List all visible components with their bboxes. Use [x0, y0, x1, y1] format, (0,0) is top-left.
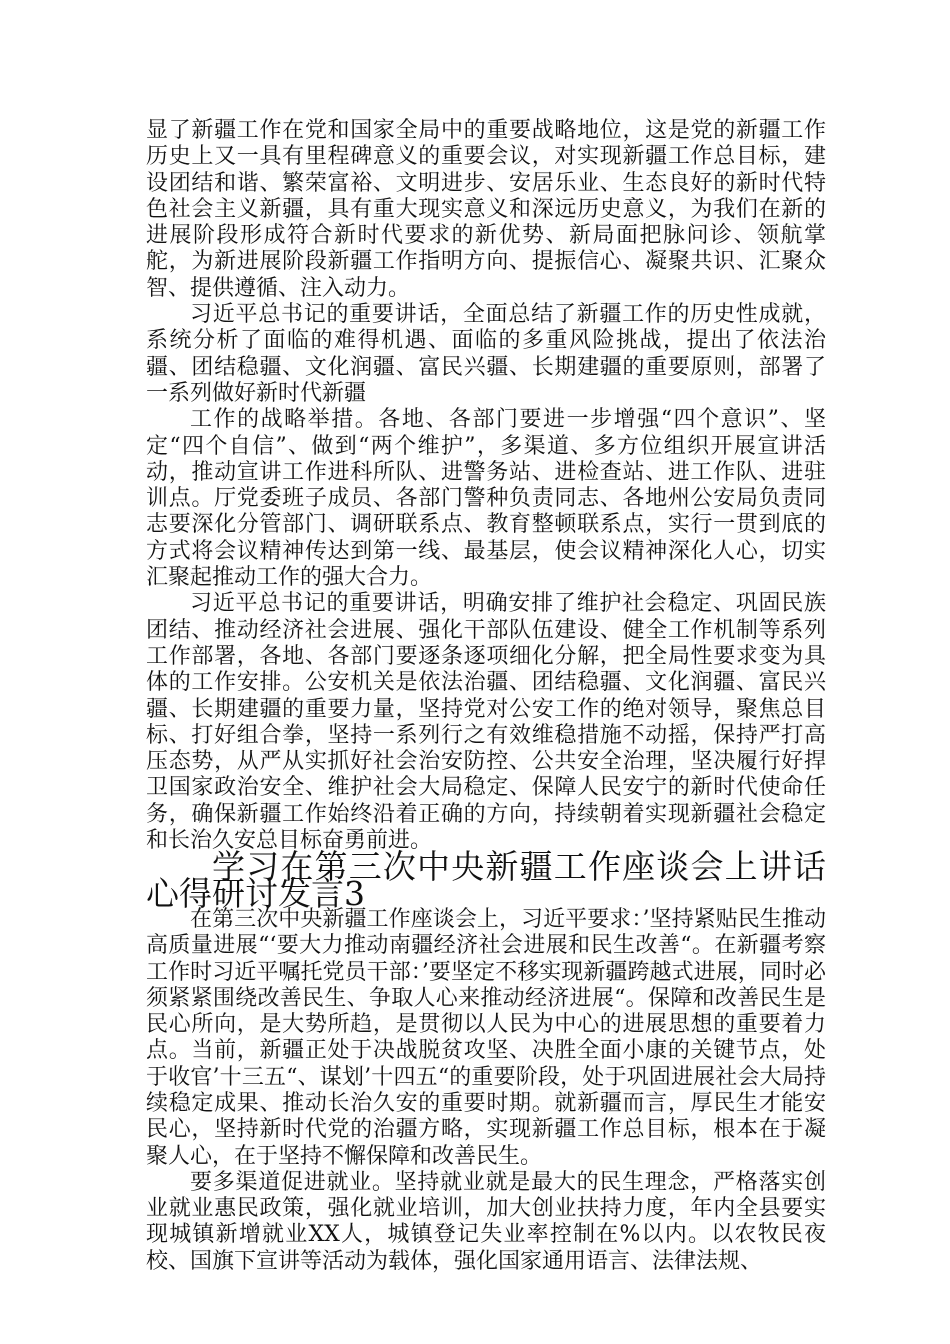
- section-heading: 学习在第三次中央新疆工作座谈会上讲话心得研讨发言3: [146, 847, 826, 913]
- paragraph-livelihood: 在第三次中央新疆工作座谈会上，习近平要求：’坚持紧贴民生推动高质量进展“‘要大力推动南疆经济社会进展和民生改善“。在新疆考察工作时习近平嘱托党员干部：’要坚定不移实现新疆跨越式进展，同时必须紧紧围绕改善民生、争取人心来推动经济进展“。保障和改善民生是民心所向，是大势所趋，是贯彻以人民为中心的进展思想的重要着力点。当前，新疆正处于决战脱贫攻坚、决胜全面小康的关键节点，处于收官’十三五“、谋划’十四五“的重要阶段，处于巩固进展社会大局持续稳定成果、推动长治久安的重要时期。就新疆而言，厚民生才能安民心，坚持新时代党的治疆方略，实现新疆工作总目标，根本在于凝聚人心，在于坚持不懈保障和改善民生。: [146, 906, 826, 1169]
- document-body: [146, 118, 826, 1275]
- paragraph-continuation: 显了新疆工作在党和国家全局中的重要战略地位，这是党的新疆工作历史上又一具有里程碑意义的重要会议，对实现新疆工作总目标，建设团结和谐、繁荣富裕、文明进步、安居乐业、生态良好的新时代特色社会主义新疆，具有重大现实意义和深远历史意义，为我们在新的进展阶段形成符合新时代要求的新优势、新局面把脉问诊、领航掌舵，为新进展阶段新疆工作指明方向、提振信心、凝聚共识、汇聚众智、提供遵循、注入动力。: [146, 118, 826, 301]
- paragraph-speech-summary: 习近平总书记的重要讲话，全面总结了新疆工作的历史性成就，系统分析了面临的难得机遇、面临的多重风险挑战，提出了依法治疆、团结稳疆、文化润疆、富民兴疆、长期建疆的重要原则，部署了一系列做好新时代新疆: [146, 302, 826, 406]
- paragraph-strategic-measures: 工作的战略举措。各地、各部门要进一步增强“四个意识”、坚定“四个自信”、做到“两个维护”，多渠道、多方位组织开展宣讲活动，推动宣讲工作进科所队、进警务站、进检查站、进工作队、进驻训点。厅党委班子成员、各部门警种负责同志、各地州公安局负责同志要深化分管部门、调研联系点、教育整顿联系点，实行一贯到底的方式将会议精神传达到第一线、最基层，使会议精神深化人心，切实汇聚起推动工作的强大合力。: [146, 407, 826, 591]
- paragraph-employment: 要多渠道促进就业。坚持就业就是最大的民生理念，严格落实创业就业惠民政策，强化就业培训，加大创业扶持力度，年内全县要实现城镇新增就业XX人，城镇登记失业率控制在%以内。以农牧民夜校、国旗下宣讲等活动为载体，强化国家通用语言、法律法规、: [146, 1169, 826, 1274]
- paragraph-work-deployment: 习近平总书记的重要讲话，明确安排了维护社会稳定、巩固民族团结、推动经济社会进展、强化干部队伍建设、健全工作机制等系列工作部署，各地、各部门要逐条逐项细化分解，把全局性要求变为具体的工作安排。公安机关是依法治疆、团结稳疆、文化润疆、富民兴疆、长期建疆的重要力量，坚持党对公安工作的绝对领导，聚焦总目标、打好组合拳，坚持一系列行之有效维稳措施不动摇，保持严打高压态势，从严从实抓好社会治安防控、公共安全治理，坚决履行好捍卫国家政治安全、维护社会大局稳定、保障人民安宁的新时代使命任务，确保新疆工作始终沿着正确的方向，持续朝着实现新疆社会稳定和长治久安总目标奋勇前进。: [146, 591, 826, 854]
